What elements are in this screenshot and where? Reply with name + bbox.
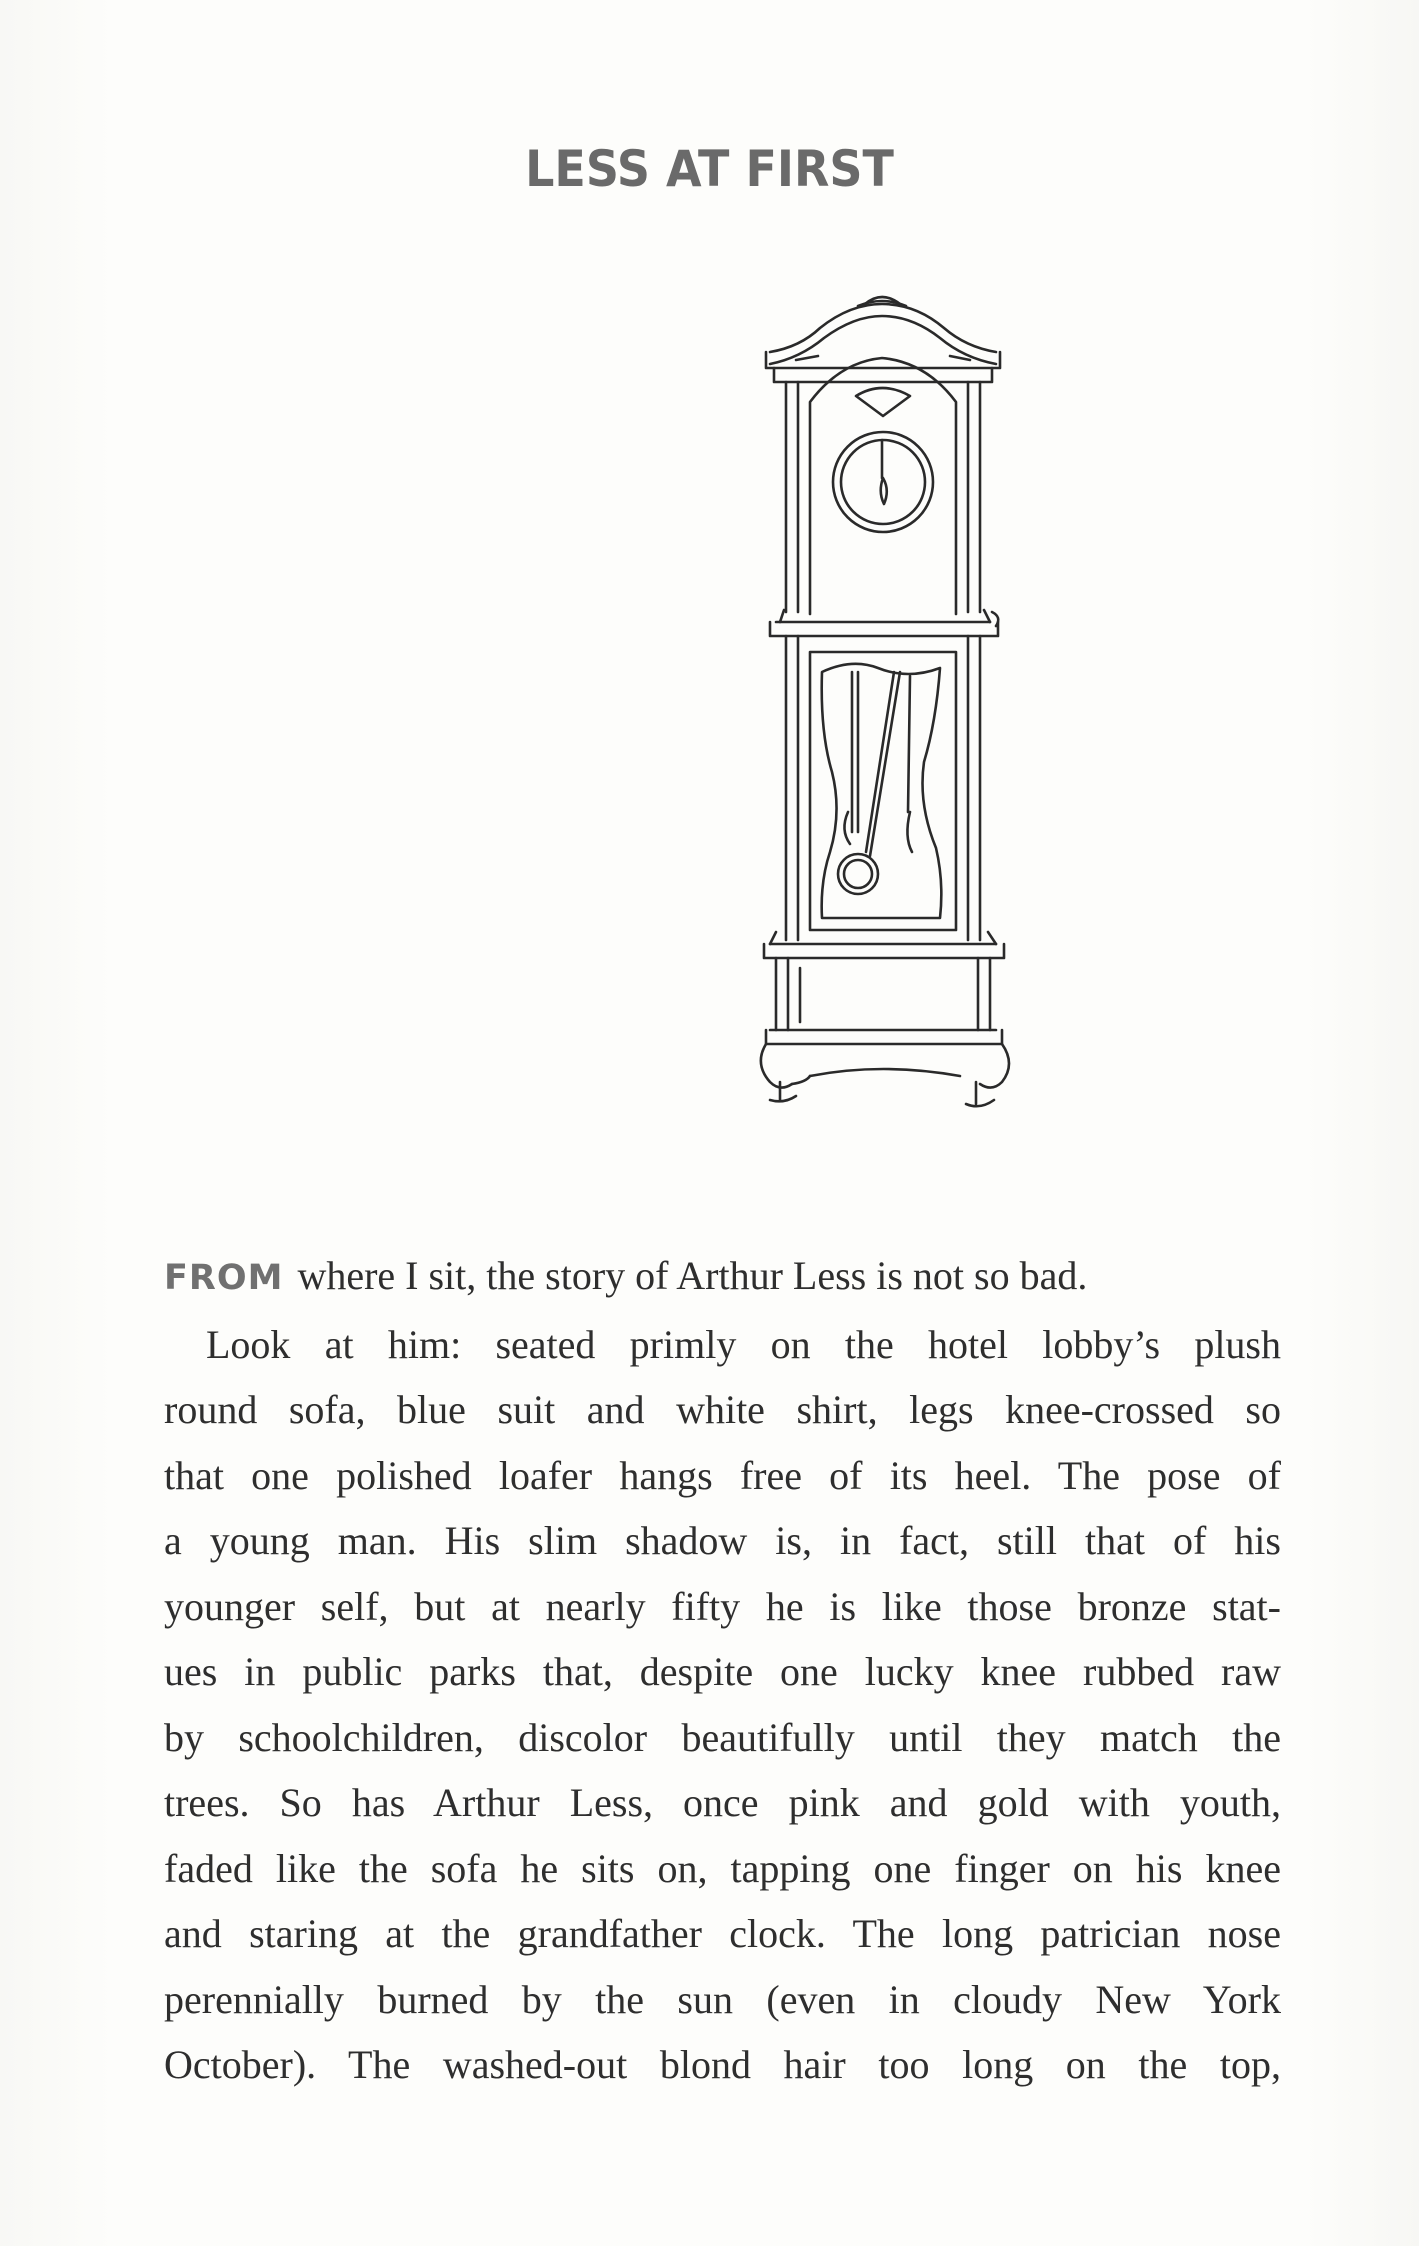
text-line: and staring at the grandfather clock. The long patrician nose bbox=[164, 1911, 1281, 1956]
text-line: that one polished loafer hangs free of its heel. The pose of bbox=[164, 1452, 1281, 1498]
text-line: Look at him: seated primly on the hotel lobby’s plush bbox=[206, 1321, 1281, 1367]
opening-lead-word: FROM bbox=[164, 1258, 284, 1298]
text-line: faded like the sofa he sits on, tapping one finger on his knee bbox=[164, 1845, 1281, 1891]
opening-line bbox=[164, 1243, 1281, 1312]
text-line: younger self, but at nearly fifty he is like those bronze stat- bbox=[164, 1583, 1281, 1629]
text-line: October). The washed-out blond hair too long on the top, bbox=[164, 2042, 1281, 2087]
text-line: trees. So has Arthur Less, once pink and gold with youth, bbox=[164, 1780, 1281, 1825]
text-line: ues in public parks that, despite one lucky knee rubbed raw bbox=[164, 1649, 1281, 1694]
text-line: by schoolchildren, discolor beautifully until they match the bbox=[164, 1714, 1281, 1760]
chapter-title: LESS AT FIRST bbox=[525, 140, 894, 198]
text-line: round sofa, blue suit and white shirt, legs knee-crossed so bbox=[164, 1387, 1281, 1432]
grandfather-clock-icon bbox=[740, 292, 1045, 1112]
opening-line-text: where I sit, the story of Arthur Less is not so bad. bbox=[297, 1253, 1088, 1298]
text-line: a young man. His slim shadow is, in fact, still that of his bbox=[164, 1518, 1281, 1563]
body-text bbox=[164, 1243, 1281, 2098]
text-line: perennially burned by the sun (even in cloudy New York bbox=[164, 1976, 1281, 2022]
